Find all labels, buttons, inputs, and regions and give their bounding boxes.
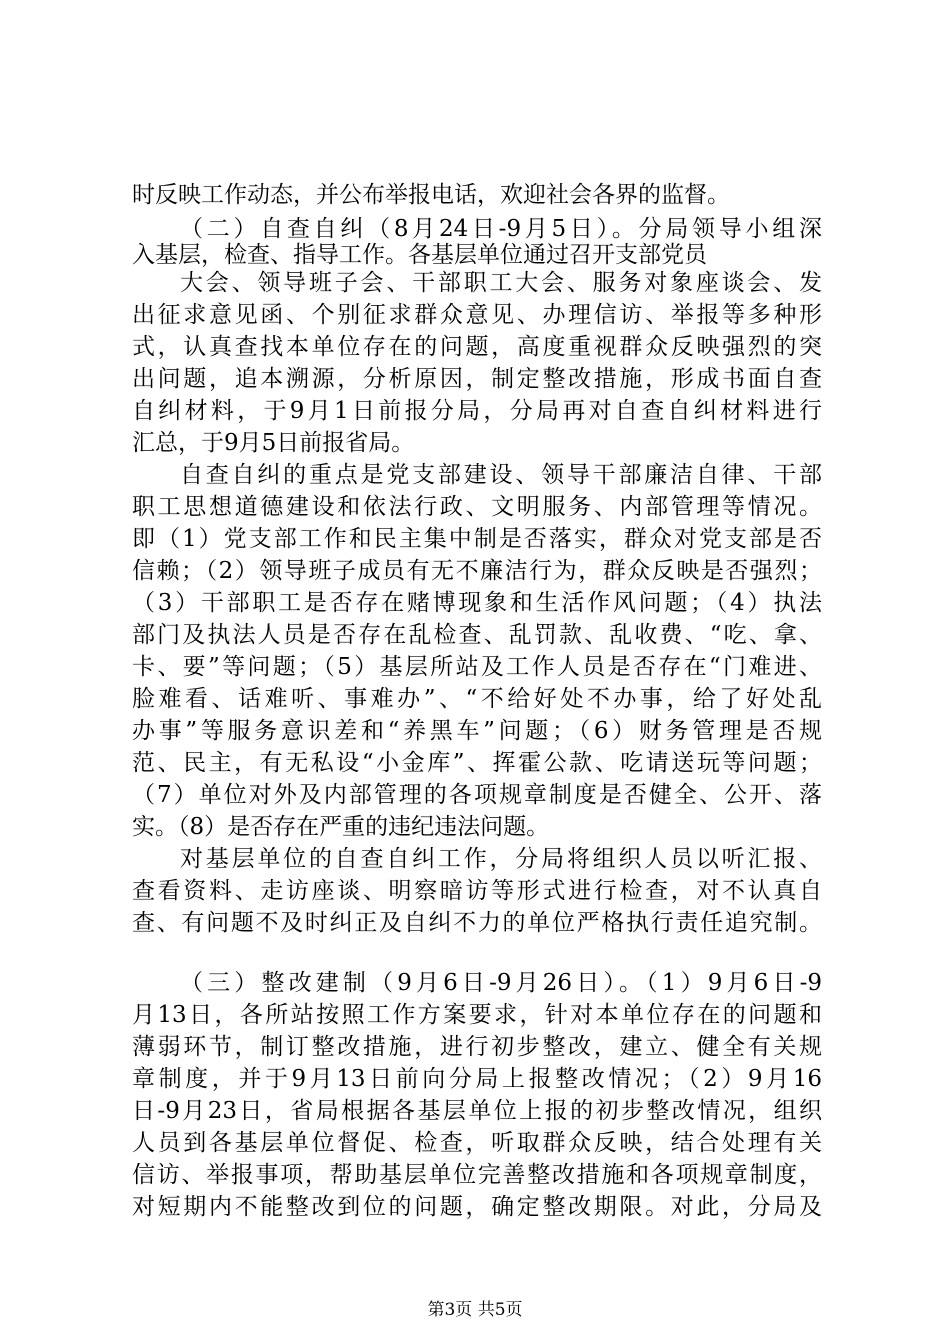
text-line: 入基层，检查、指导工作。各基层单位通过召开支部党员	[132, 242, 707, 268]
text-line: 查、有问题不及时纠正及自纠不力的单位严格执行责任追究制。	[132, 910, 822, 936]
text-line: 日-9月23日，省局根据各基层单位上报的初步整改情况，组织	[132, 1098, 822, 1124]
text-line: 对基层单位的自查自纠工作，分局将组织人员以听汇报、	[180, 846, 822, 872]
text-line: 汇总，于9月5日前报省局。	[132, 430, 415, 456]
text-line: 大会、领导班子会、干部职工大会、服务对象座谈会、发	[180, 270, 822, 296]
text-line: 人员到各基层单位督促、检查，听取群众反映，结合处理有关	[132, 1130, 822, 1156]
text-line: （三）整改建制（9月6日-9月26日）。（1）9月6日-9	[180, 970, 822, 996]
text-line: 卡、要”等问题；（5）基层所站及工作人员是否存在“门难进、	[132, 654, 822, 680]
text-line: 信赖；（2）领导班子成员有无不廉洁行为，群众反映是否强烈；	[132, 558, 822, 584]
text-line: 自查自纠的重点是党支部建设、领导干部廉洁自律、干部	[180, 462, 822, 488]
text-line: 对短期内不能整改到位的问题，确定整改期限。对此，分局及	[132, 1194, 822, 1220]
text-line: 式，认真查找本单位存在的问题，高度重视群众反映强烈的突	[132, 334, 822, 360]
text-line: （7）单位对外及内部管理的各项规章制度是否健全、公开、落	[132, 782, 822, 808]
text-line: 职工思想道德建设和依法行政、文明服务、内部管理等情况。	[132, 494, 822, 520]
page-footer: 第3页 共5页	[427, 1300, 523, 1320]
text-line: 查看资料、走访座谈、明察暗访等形式进行检查，对不认真自	[132, 878, 822, 904]
text-line: 范、民主，有无私设“小金库”、挥霍公款、吃请送玩等问题；	[132, 750, 822, 776]
text-line: （3）干部职工是否存在赌博现象和生活作风问题；（4）执法	[132, 590, 822, 616]
text-line: 薄弱环节，制订整改措施，进行初步整改，建立、健全有关规	[132, 1034, 822, 1060]
text-line: 出问题，追本溯源，分析原因，制定整改措施，形成书面自查	[132, 366, 822, 392]
text-line: 时反映工作动态，并公布举报电话，欢迎社会各界的监督。	[132, 182, 730, 208]
text-line: 脸难看、话难听、事难办”、“不给好处不办事，给了好处乱	[132, 686, 822, 712]
text-line: 办事”等服务意识差和“养黑车”问题；（6）财务管理是否规	[132, 718, 822, 744]
text-line: （二）自查自纠（8月24日-9月5日）。分局领导小组深	[180, 216, 822, 242]
text-line: 信访、举报事项，帮助基层单位完善整改措施和各项规章制度，	[132, 1162, 822, 1188]
text-line: 出征求意见函、个别征求群众意见、办理信访、举报等多种形	[132, 302, 822, 328]
text-line: 自纠材料，于9月1日前报分局，分局再对自查自纠材料进行	[132, 398, 822, 424]
text-line: 实。（8）是否存在严重的违纪违法问题。	[132, 814, 550, 840]
text-line: 章制度，并于9月13日前向分局上报整改情况；（2）9月16	[132, 1066, 822, 1092]
text-line: 部门及执法人员是否存在乱检查、乱罚款、乱收费、“吃、拿、	[132, 622, 822, 648]
text-line: 即（1）党支部工作和民主集中制是否落实，群众对党支部是否	[132, 526, 822, 552]
text-line: 月13日，各所站按照工作方案要求，针对本单位存在的问题和	[132, 1002, 822, 1028]
